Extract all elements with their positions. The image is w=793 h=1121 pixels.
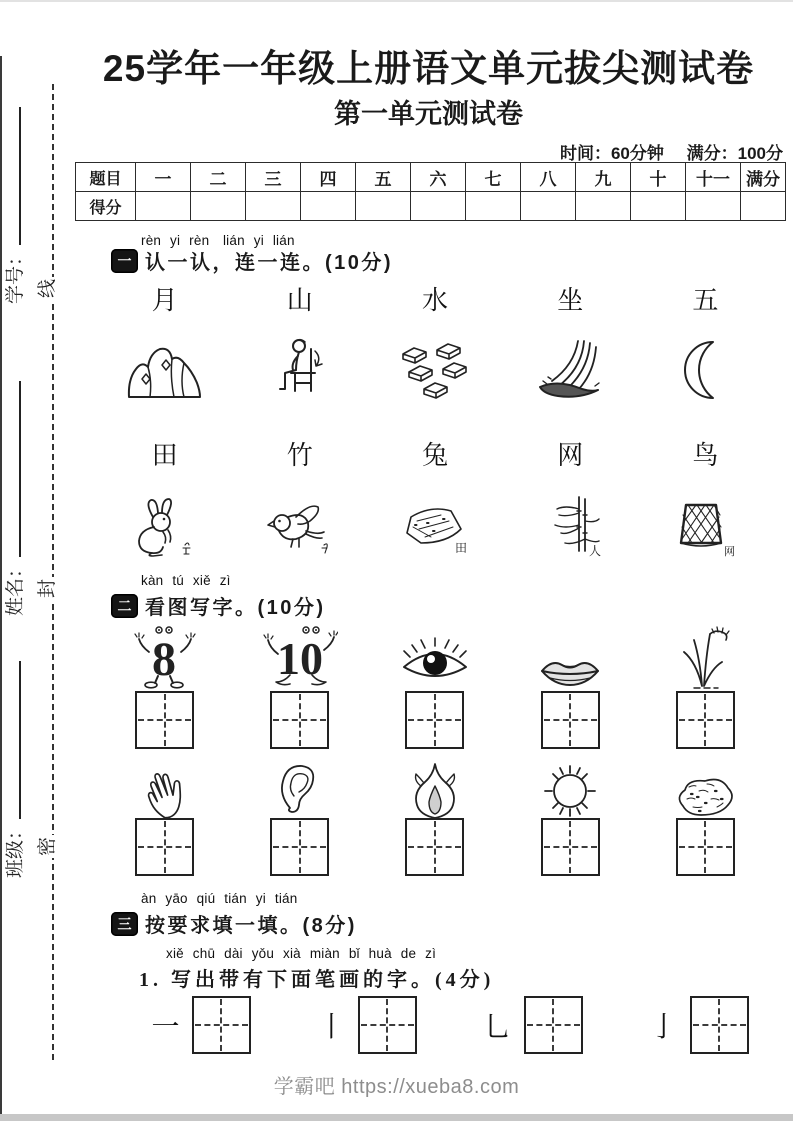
name-label: 姓名： [5,558,26,616]
q2-heading [111,591,326,620]
col-3: 三 [246,163,301,192]
match-char: 竹 [286,441,313,470]
q3-sub1-pinyin: xiě chū dài yǒu xià miàn bǐ huà de zì [166,946,437,961]
stroke-group [450,996,616,1054]
writing-grid [270,691,329,749]
seal-char-xian: 线 [33,277,63,300]
hand-image [136,764,194,820]
writing-grid [192,996,251,1054]
seal-char-mi: 密 [33,835,63,858]
writing-grid [270,818,329,876]
watermark: 学霸吧 https://xueba8.com [273,1076,520,1098]
q2-grid-row-2 [97,818,773,876]
class-field [4,661,28,878]
ear-image [276,762,324,820]
crescent-moon-image [680,339,730,401]
score-cell [136,192,191,221]
writing-grid [676,691,735,749]
match-char: 网 [557,441,584,470]
class-label: 班级： [5,820,26,878]
q1-pinyin: rèn yi rèn lián yi lián [141,233,295,248]
match-char: 山 [286,286,313,315]
q3-pinyin: àn yāo qiú tián yi tián [141,891,298,906]
col-8: 八 [521,163,576,192]
match-char: 坐 [557,286,584,315]
five-cushions-image [397,343,473,401]
mountains-image [126,337,204,401]
writing-grid [405,818,464,876]
writing-grid [690,996,749,1054]
q1-image-row-2 [97,495,773,557]
q2-grid-row-1 [97,691,773,749]
q3-stroke-row [118,996,782,1054]
sun-image [541,762,599,820]
col-6: 六 [411,163,466,192]
rabbit-image [131,497,199,557]
score-cell [356,192,411,221]
q2-title: 看图写字。(10分) [145,597,326,619]
col-7: 七 [466,163,521,192]
q3-heading [111,909,357,938]
score-table [75,162,786,221]
score-cell [576,192,631,221]
col-1: 一 [136,163,191,192]
eye-image [399,634,471,690]
paper-meta [542,139,783,164]
writing-grid [541,818,600,876]
lips-image [537,652,603,690]
bird-image [266,501,334,557]
score-cell [466,192,521,221]
score-row-label: 得分 [76,192,136,221]
score-table-header-row [76,163,786,192]
match-char: 鸟 [692,441,719,470]
full-score: 满分：100分 [686,144,783,163]
q3-sub1-label: 1. 写出带有下面笔画的字。(4分) [139,969,495,991]
match-char: 月 [151,286,178,315]
bamboo-small-label: 人 [589,544,602,557]
writing-grid [676,818,735,876]
name-field [4,381,28,616]
cartoon-number-10-image [262,624,338,690]
stroke-char: 一 [151,1012,180,1043]
writing-grid [358,996,417,1054]
writing-grid [135,818,194,876]
top-edge-line [0,0,793,2]
student-id-blank [5,107,21,245]
seal-char-feng: 封 [33,577,63,600]
waterfall-image [534,339,606,401]
q1-number-icon: 一 [111,249,138,273]
score-cell [741,192,786,221]
col-9: 九 [576,163,631,192]
score-cell [191,192,246,221]
rice-seedling-image [675,626,735,690]
match-char: 田 [151,441,178,470]
score-table-header-label: 题目 [76,163,136,192]
q2-image-row-2 [97,762,773,818]
score-table-score-row [76,192,786,221]
left-scan-edge [0,56,2,1121]
col-5: 五 [356,163,411,192]
q3-title: 按要求填一填。(8分) [145,915,357,937]
stroke-char: 亅 [649,1012,678,1043]
col-full-score: 满分 [741,163,786,192]
col-4: 四 [301,163,356,192]
score-cell [631,192,686,221]
q2-number-icon: 二 [111,594,138,618]
net-image [674,499,736,557]
writing-grid [524,996,583,1054]
score-cell [521,192,576,221]
q2-pinyin: kàn tú xiě zì [141,573,231,588]
score-cell [246,192,301,221]
score-cell [301,192,356,221]
paper-subtitle: 第一单元测试卷 [334,99,523,129]
col-2: 二 [191,163,246,192]
writing-grid [135,691,194,749]
field-small-label: 田 [454,541,467,555]
q1-title: 认一认，连一连。(10分) [145,252,394,274]
time-limit: 时间：60分钟 [559,144,664,163]
q3-number-icon: 三 [111,912,138,936]
q1-char-row-2 [97,435,773,472]
stone-image [671,770,739,820]
stroke-group [284,996,450,1054]
person-sitting-image [265,337,335,401]
name-blank [5,381,21,557]
q1-heading [111,246,393,275]
score-cell [686,192,741,221]
writing-grid [405,691,464,749]
student-id-field [4,107,28,304]
col-11: 十一 [686,163,741,192]
paper-title: 25学年一年级上册语文单元拔尖测试卷 [102,48,755,89]
q1-char-row-1 [97,280,773,317]
q1-image-row-1 [97,333,773,401]
q2-image-row-1 [97,624,773,690]
seal-dashed-line [52,84,54,1060]
match-char: 五 [692,286,719,315]
field-image [397,499,473,557]
match-char: 兔 [421,441,448,470]
match-char: 水 [421,286,448,315]
cartoon-number-8-image [134,624,196,690]
bottom-scan-bar [0,1114,793,1121]
student-id-label: 学号： [5,246,26,304]
class-blank [5,661,21,819]
col-10: 十 [631,163,686,192]
svg-text:8: 8 [151,633,176,686]
writing-grid [541,691,600,749]
stroke-char: 乚 [483,1012,512,1043]
stroke-group [118,996,284,1054]
stroke-char: 丨 [317,1012,346,1043]
fire-image [406,762,464,820]
bamboo-image [535,495,605,557]
net-small-label: 网 [724,546,736,557]
stroke-group [616,996,782,1054]
svg-text:10: 10 [276,633,323,684]
score-cell [411,192,466,221]
